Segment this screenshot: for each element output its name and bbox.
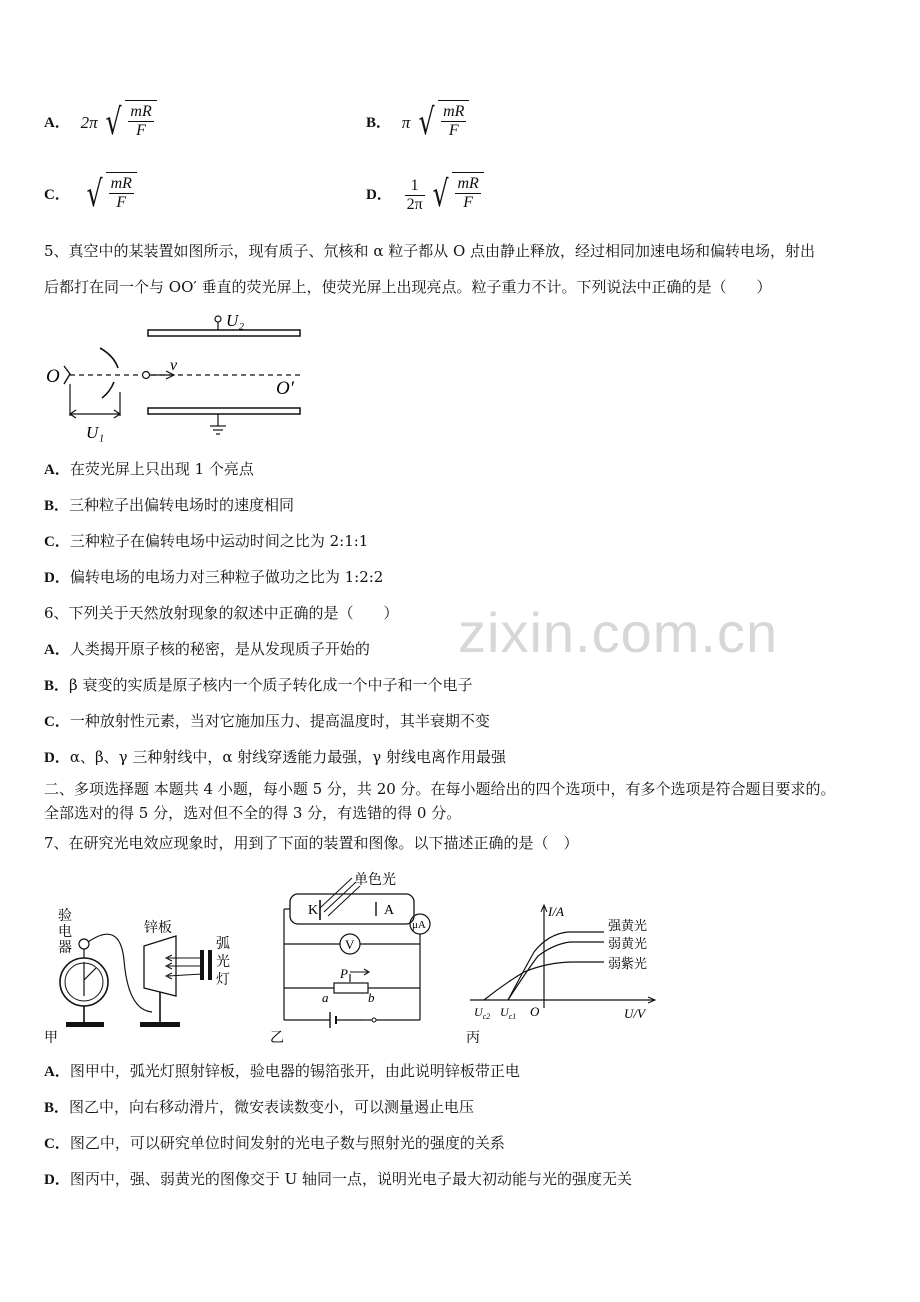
option-letter: C． — [44, 187, 70, 203]
option-letter: D． — [44, 750, 70, 766]
fraction-denominator: F — [448, 122, 459, 139]
q5-stem-line2: 后都打在同一个与 OO′ 垂直的荧光屏上，使荧光屏上出现亮点。粒子重力不计。下列说法中正确的是（ ） — [44, 278, 772, 296]
option-text: 图乙中，可以研究单位时间发射的光电子数与照射光的强度的关系 — [69, 1134, 505, 1152]
light-rays — [166, 955, 202, 979]
q6-option-d — [44, 746, 506, 767]
fraction-numerator: 1 — [405, 177, 425, 196]
arc-lamp — [200, 950, 204, 980]
q4-option-b — [366, 100, 469, 146]
fraction-numerator: mR — [110, 175, 132, 192]
q7-figure-jia — [40, 900, 260, 1050]
option-letter: B． — [44, 498, 70, 514]
option-letter: A． — [44, 115, 70, 131]
terminal-a-label: a — [322, 990, 329, 1005]
fraction-numerator: mR — [443, 103, 465, 120]
fraction-denominator: F — [136, 122, 146, 139]
option-text: 图丙中，强、弱黄光的图像交于 U 轴同一点，说明光电子最大初动能与光的强度无关 — [69, 1170, 633, 1188]
coefficient: 2π — [80, 113, 98, 132]
lower-plate — [148, 408, 300, 414]
electroscope-char-1: 验 — [58, 909, 72, 924]
origin-label: O — [530, 1004, 540, 1019]
curve-weak-yellow — [508, 942, 604, 1000]
q5-figure — [40, 308, 320, 448]
monochrome-light-label: 单色光 — [354, 873, 396, 888]
fraction-denominator: F — [463, 194, 473, 211]
q5-option-a — [44, 458, 254, 479]
sqrt-expression: √ $\frac{mR}{F}$ — [83, 172, 137, 218]
caption-jia: 甲 — [44, 1031, 58, 1046]
q7-stem: 7、在研究光电效应现象时，用到了下面的装置和图像。以下描述正确的是（ ） — [44, 834, 579, 852]
sqrt-expression: √ $\frac{mR}{F}$ — [415, 100, 469, 146]
coefficient: π — [401, 113, 411, 132]
sqrt-expression: √ $\frac{mR}{F}$ — [102, 100, 156, 146]
sqrt-expression: √ $\frac{mR}{F}$ — [429, 172, 483, 218]
option-letter: B． — [44, 1100, 70, 1116]
option-letter: D． — [366, 187, 392, 203]
zinc-label: 锌板 — [144, 921, 172, 936]
microammeter-label: μA — [412, 919, 426, 931]
option-letter: D． — [44, 1172, 70, 1188]
option-letter: D． — [44, 570, 70, 586]
option-letter: B． — [44, 678, 70, 694]
upper-plate — [148, 330, 300, 336]
q7-figure-yi — [268, 868, 448, 1048]
accelerator-plate — [100, 348, 118, 398]
q4-option-a — [44, 100, 157, 146]
u2-label: U₂ — [226, 311, 245, 330]
q6-option-c — [44, 710, 490, 731]
option-letter: A． — [44, 642, 70, 658]
rheostat — [334, 983, 368, 993]
option-text: 三种粒子在偏转电场中运动时间之比为 2:1:1 — [69, 532, 369, 550]
uc2-label: $U_{c2}$ — [474, 1005, 491, 1021]
uc1-label: $U_{c1}$ — [500, 1005, 517, 1021]
voltmeter-label: V — [345, 937, 355, 952]
option-text: 图甲中，弧光灯照射锌板，验电器的锡箔张开，由此说明锌板带正电 — [69, 1062, 520, 1080]
x-axis-label: U/V — [624, 1006, 645, 1021]
option-text: 偏转电场的电场力对三种粒子做功之比为 1:2:2 — [69, 568, 384, 586]
option-letter: C． — [44, 534, 70, 550]
section2-line1: 二、多项选择题 本题共 4 小题，每小题 5 分，共 20 分。在每小题给出的四个选项中，有多个选项是符合题目要求的。 — [44, 780, 836, 798]
label-strong-yellow: 强黄光 — [608, 918, 648, 933]
o-prime-label: O′ — [276, 378, 294, 399]
v-label: v — [170, 357, 178, 374]
lamp-char-3: 灯 — [216, 973, 230, 988]
watermark: zixin.com.cn — [458, 601, 779, 664]
fraction-numerator: mR — [457, 175, 479, 192]
option-letter: B． — [366, 115, 392, 131]
y-axis-label: I/A — [548, 904, 564, 919]
option-text: α、β、γ 三种射线中，α 射线穿透能力最强，γ 射线电离作用最强 — [69, 748, 507, 766]
q6-stem: 6、下列关于天然放射现象的叙述中正确的是（ ） — [44, 604, 399, 622]
q7-figure-bing — [464, 900, 664, 1050]
slider-p-label: P — [340, 966, 348, 981]
option-text: 一种放射性元素，当对它施加压力、提高温度时，其半衰期不变 — [69, 712, 490, 730]
option-text: β 衰变的实质是原子核内一个质子转化成一个中子和一个电子 — [69, 676, 473, 694]
q7-option-c — [44, 1132, 505, 1153]
terminal-b-label: b — [368, 990, 375, 1005]
label-weak-violet: 弱紫光 — [608, 956, 648, 971]
q4-option-d — [366, 172, 484, 218]
q5-option-c — [44, 530, 368, 551]
option-text: 人类揭开原子核的秘密，是从发现质子开始的 — [69, 640, 370, 658]
option-text: 三种粒子出偏转电场时的速度相同 — [69, 496, 295, 514]
lamp-char-1: 弧 — [216, 937, 230, 952]
cathode-k-label: K — [308, 903, 319, 918]
electroscope-char-3: 器 — [58, 941, 72, 956]
q5-option-d — [44, 566, 383, 587]
caption-bing: 丙 — [466, 1031, 480, 1046]
option-text: 在荧光屏上只出现 1 个亮点 — [69, 460, 254, 478]
option-letter: C． — [44, 714, 70, 730]
option-letter: A． — [44, 462, 70, 478]
option-letter: A． — [44, 1064, 70, 1080]
fraction-denominator: 2π — [406, 195, 423, 213]
section2-line2: 全部选对的得 5 分，选对但不全的得 3 分，有选错的得 0 分。 — [44, 804, 462, 822]
anode-a-label: A — [384, 903, 395, 918]
electroscope-char-2: 电 — [58, 925, 72, 940]
q6-option-b — [44, 674, 472, 695]
q4-option-c — [44, 172, 137, 218]
q5-stem-line1: 5、真空中的某装置如图所示，现有质子、氘核和 α 粒子都从 O 点由静止释放，经过相同加速电场和偏转电场，射出 — [44, 242, 816, 260]
q6-option-a — [44, 638, 370, 659]
o-label: O — [46, 366, 60, 387]
option-text: 图乙中，向右移动滑片，微安表读数变小，可以测量遏止电压 — [69, 1098, 475, 1116]
q5-option-b — [44, 494, 294, 515]
option-letter: C． — [44, 1136, 70, 1152]
q7-option-b — [44, 1096, 474, 1117]
q7-option-d — [44, 1168, 632, 1189]
caption-yi: 乙 — [270, 1031, 284, 1046]
coefficient-fraction — [405, 177, 425, 214]
u1-label: U₁ — [86, 423, 105, 442]
lamp-char-2: 光 — [216, 955, 230, 970]
fraction-denominator: F — [116, 194, 127, 211]
label-weak-yellow: 弱黄光 — [608, 936, 648, 951]
q7-option-a — [44, 1060, 520, 1081]
fraction-numerator: mR — [130, 103, 152, 120]
